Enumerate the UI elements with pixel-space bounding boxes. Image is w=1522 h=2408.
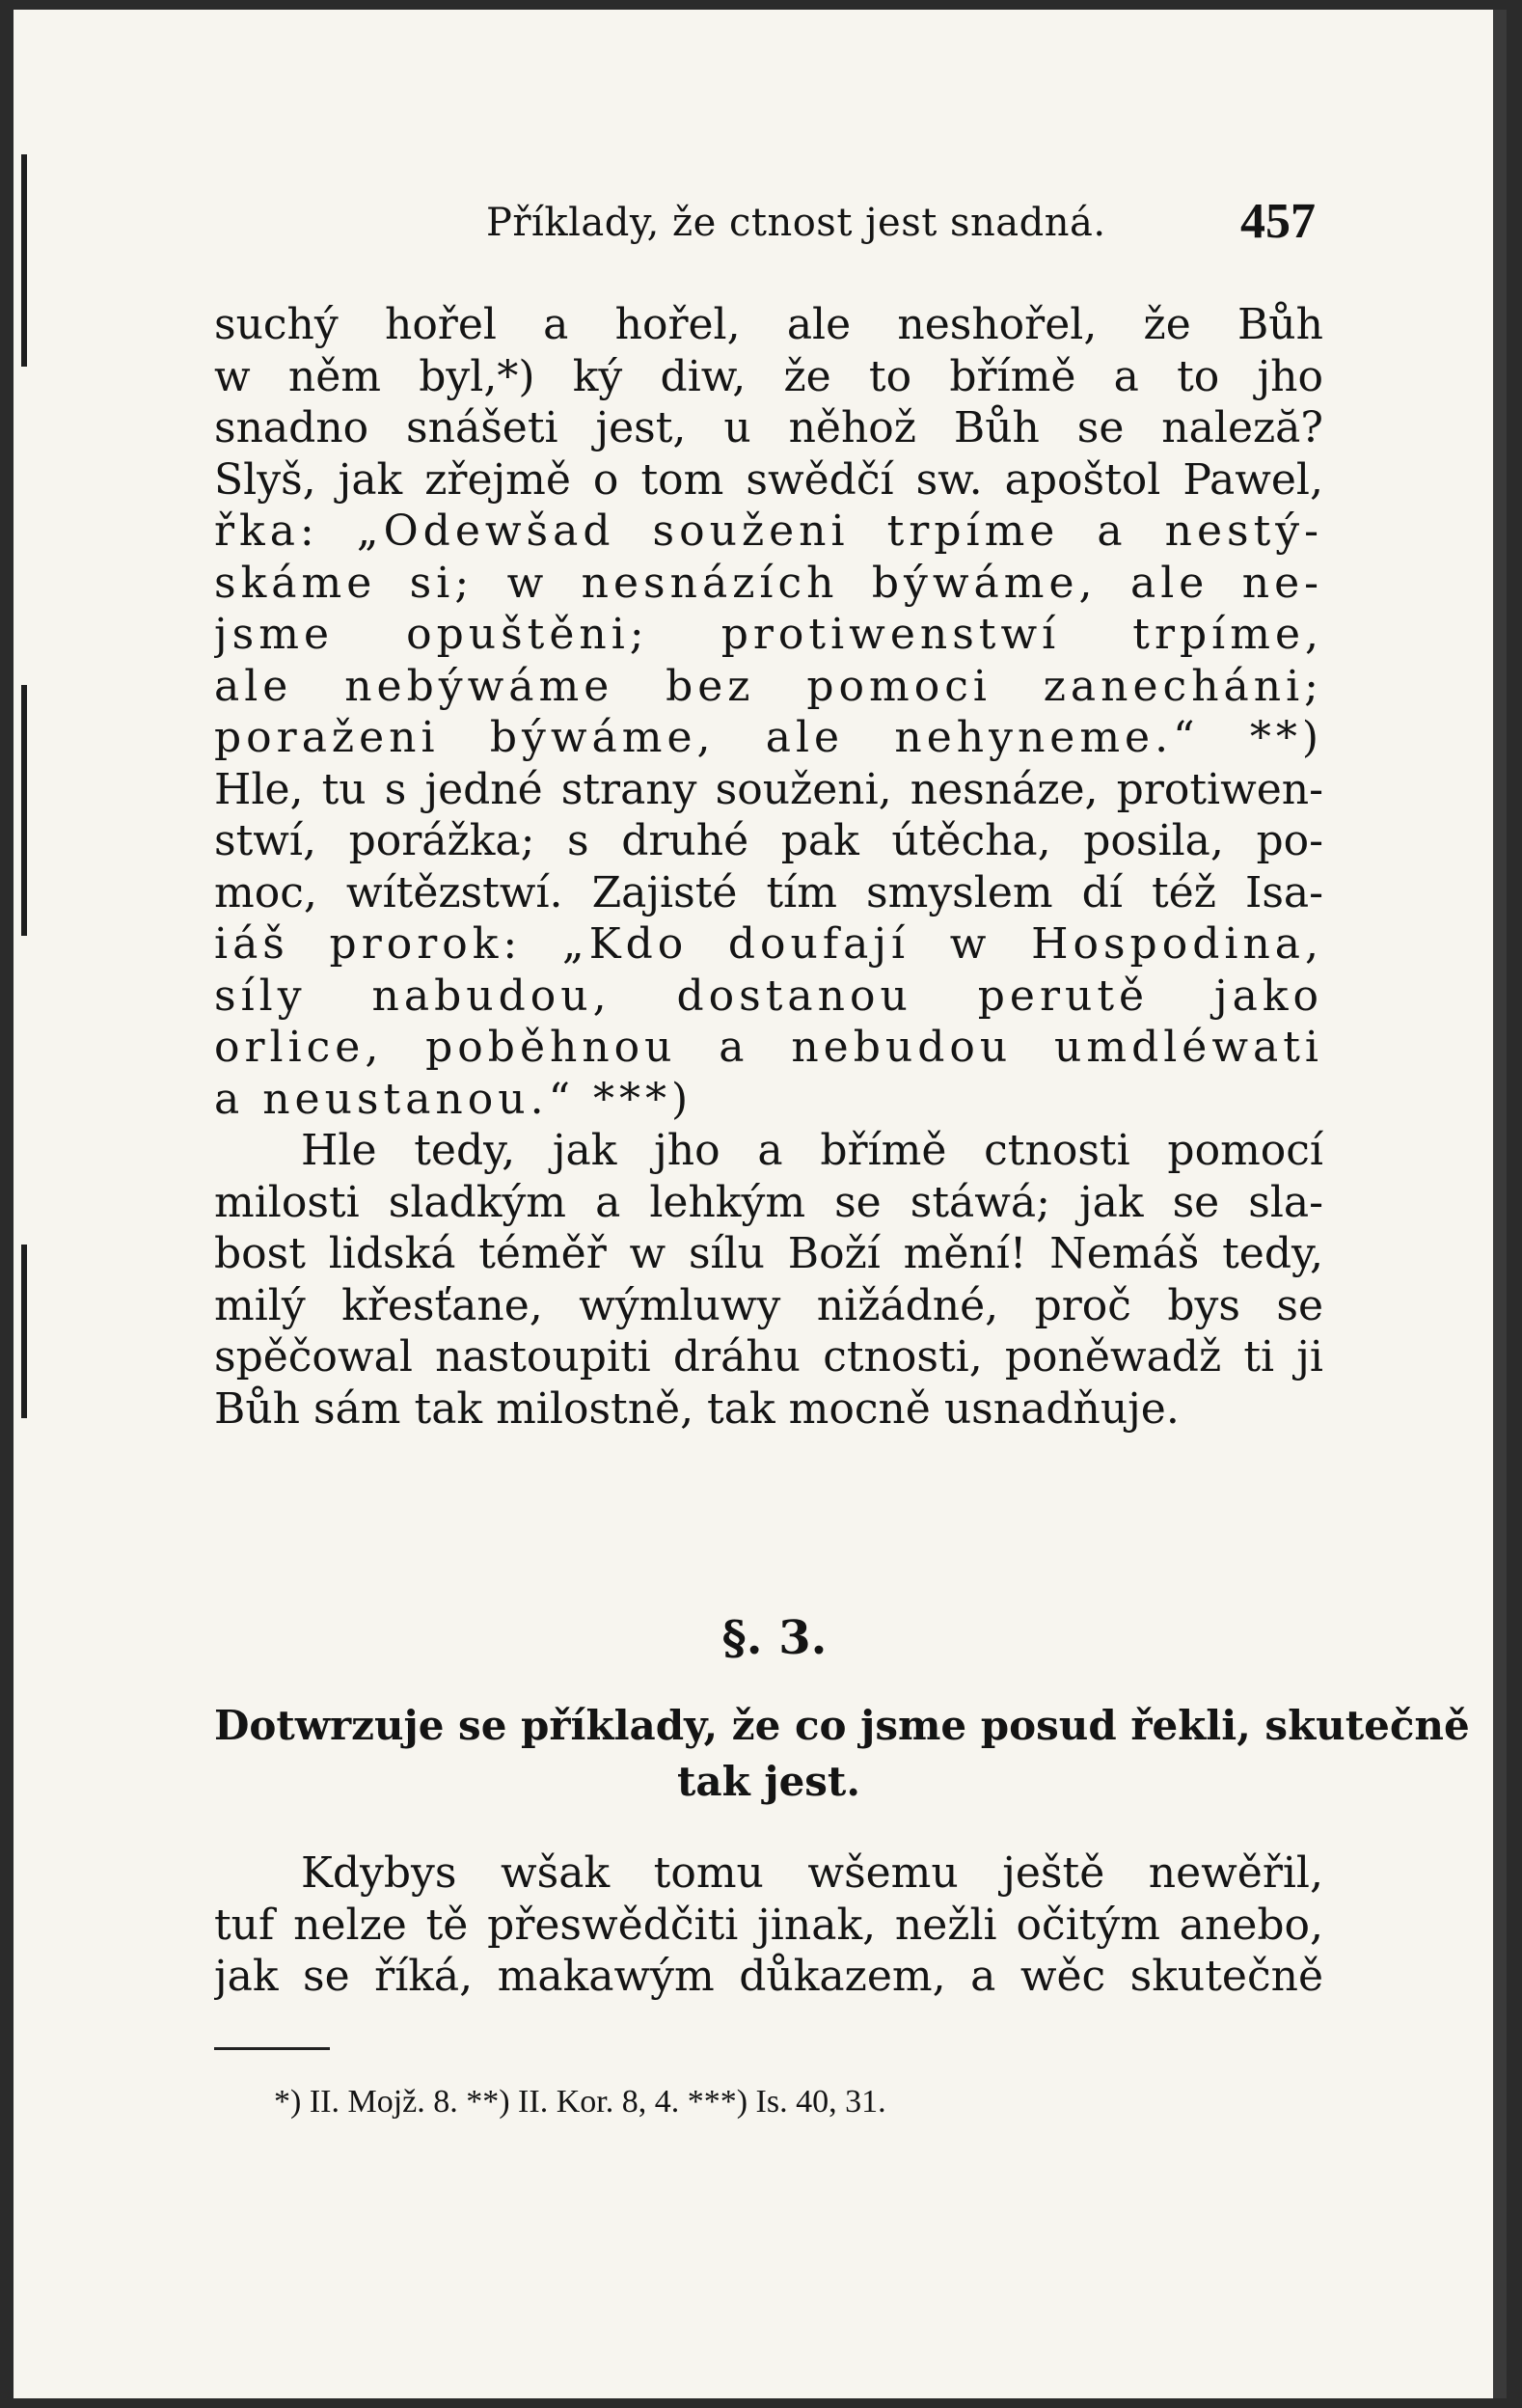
running-head: Příklady, že ctnost jest snadná. bbox=[486, 201, 1106, 245]
binding-shadow bbox=[21, 685, 27, 936]
footnotes: *) II. Mojž. 8. **) II. Kor. 8, 4. ***) Is. 40, 31. bbox=[274, 2084, 886, 2120]
text-line: Slyš, jak zřejmě o tom swědčí sw. apoštol Pawel, bbox=[214, 454, 1323, 505]
text-line: poraženi býwáme, ale nehyneme.“ **) bbox=[214, 713, 1323, 762]
text-line: snadno snášeti jest, u něhož Bůh se naleză? bbox=[214, 403, 1323, 452]
text-line: w něm byl,*) ký diw, že to břímě a to jho bbox=[214, 351, 1323, 401]
text-line: iáš prorok: „Kdo doufají w Hospodina, bbox=[214, 919, 1323, 969]
binding-shadow bbox=[21, 154, 27, 367]
text-line: síly nabudou, dostanou perutě jako bbox=[214, 971, 1323, 1021]
text-line: Kdybys wšak tomu wšemu ještě newěřil, bbox=[301, 1848, 1323, 1898]
text-line: orlice, poběhnou a nebudou umdléwati bbox=[214, 1023, 1323, 1072]
text-line: Hle, tu s jedné strany souženi, nesnáze, protiwen- bbox=[214, 764, 1323, 814]
text-line: skáme si; w nesnázích býwáme, ale ne- bbox=[214, 558, 1323, 608]
section-heading-line: tak jest. bbox=[677, 1758, 860, 1805]
section-heading bbox=[214, 1698, 1470, 1810]
text-line: ale nebýwáme bez pomoci zanecháni; bbox=[214, 661, 1323, 711]
text-line: spěčowal nastoupiti dráhu ctnosti, poněwadž ti ji bbox=[214, 1332, 1323, 1382]
page-number: 457 bbox=[1240, 194, 1316, 249]
text-line: řka: „Odewšad souženi trpíme a nestý- bbox=[214, 506, 1323, 556]
book-page bbox=[14, 10, 1507, 2398]
section-number: §. 3. bbox=[721, 1611, 828, 1665]
text-line: a neustanou.“ ***) bbox=[214, 1074, 693, 1124]
text-line: tuf nelze tě přeswědčiti jinak, nežli očitým anebo, bbox=[214, 1900, 1323, 1950]
page-header bbox=[206, 193, 1316, 260]
text-line: stwí, porážka; s druhé pak útěcha, posila, po- bbox=[214, 816, 1323, 865]
paragraph-1 bbox=[214, 299, 1323, 1435]
binding-shadow bbox=[21, 1245, 27, 1418]
text-line: Bůh sám tak milostně, tak mocně usnadňuje. bbox=[214, 1383, 1180, 1434]
text-line: jak se říká, makawým důkazem, a wěc skutečně bbox=[214, 1952, 1323, 2001]
section-heading-line: Dotwrzuje se příklady, že co jsme posud řekli, skutečně bbox=[214, 1702, 1470, 1749]
text-line: moc, wítězstwí. Zajisté tím smyslem dí též Isa- bbox=[214, 867, 1323, 917]
text-line: suchý hořel a hořel, ale neshořel, že Bůh bbox=[214, 300, 1323, 349]
footnote-divider bbox=[214, 2047, 330, 2050]
text-line: bost lidská téměř w sílu Boží mění! Nemáš tedy, bbox=[214, 1229, 1323, 1278]
text-line: milosti sladkým a lehkým se stáwá; jak se sla- bbox=[214, 1177, 1323, 1227]
text-line: jsme opuštěni; protiwenstwí trpíme, bbox=[214, 610, 1323, 659]
paragraph-3 bbox=[214, 1847, 1323, 2003]
text-line: Hle tedy, jak jho a břímě ctnosti pomocí bbox=[301, 1126, 1323, 1175]
text-line: milý křesťane, wýmluwy nižádné, proč bys se bbox=[214, 1280, 1323, 1330]
